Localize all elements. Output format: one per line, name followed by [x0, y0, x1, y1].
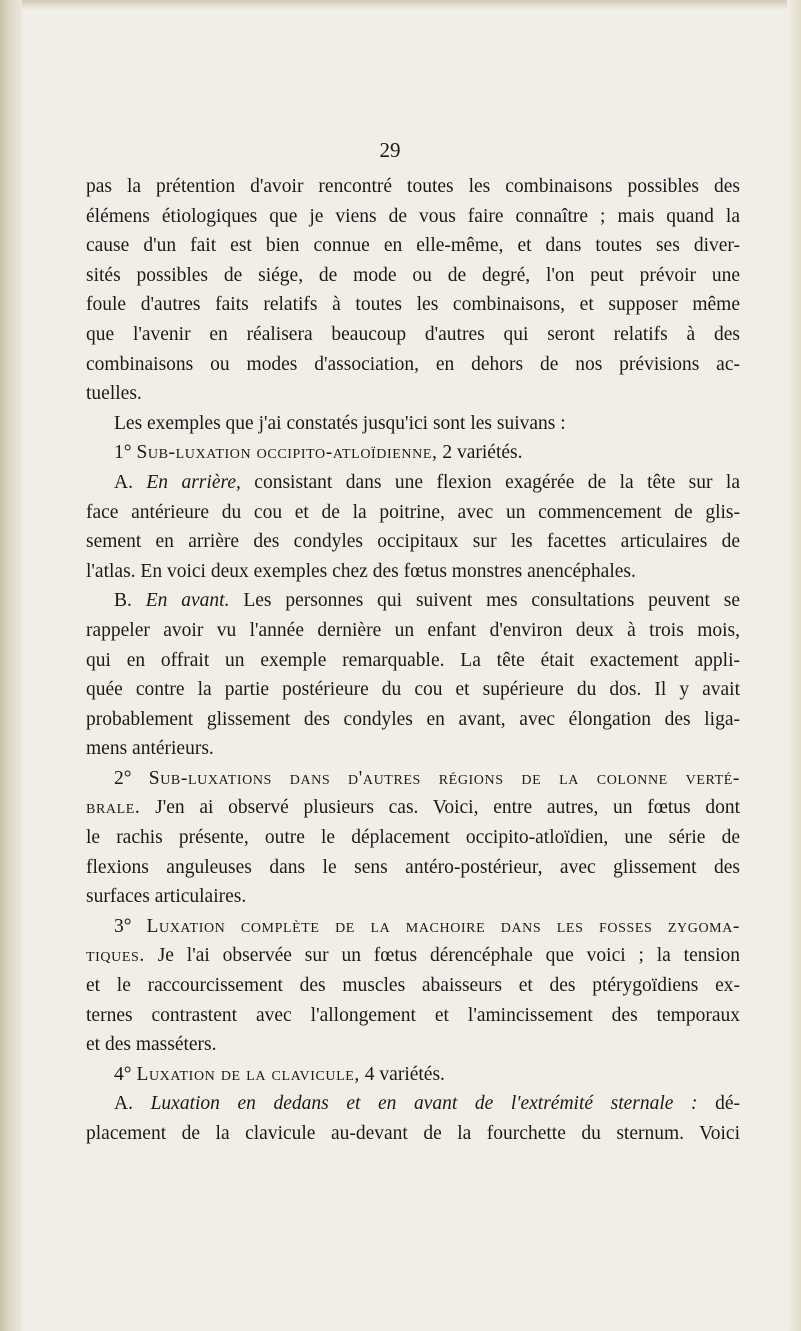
section-heading: brale. [86, 797, 141, 819]
heading-line: 3° Luxation complète de la machoire dans les fosses zygoma- [114, 915, 741, 937]
text-line: et le raccourcissement des muscles abaisseurs et des ptérygoïdiens ex- [86, 975, 740, 997]
subheading-italic: En arrière, [146, 471, 241, 493]
text-line: qui en offrait un exemple remarquable. La tête était exactement appli- [86, 649, 740, 671]
text-line: que l'avenir en réalisera beaucoup d'autres qui seront relatifs à des [86, 323, 740, 345]
section-heading: Sub-luxations dans d'autres régions de la colonne verté- [148, 767, 741, 789]
text-line: élémens étiologiques que je viens de vous faire connaître ; mais quand la [86, 205, 740, 227]
subheading-italic: En avant. [145, 590, 230, 612]
text-line: flexions anguleuses dans le sens antéro-postérieur, avec glissement des [86, 856, 740, 878]
text-line: sités possibles de siége, de mode ou de degré, l'on peut prévoir une [86, 264, 740, 286]
page-number: 29 [379, 138, 401, 162]
heading-line: 1° Sub-luxation occipito-atloïdienne, 2 variétés. [114, 442, 523, 464]
text-line: l'atlas. En voici deux exemples chez des fœtus monstres anencéphales. [86, 560, 636, 582]
text-line: rappeler avoir vu l'année dernière un enfant d'environ deux à trois mois, [86, 619, 740, 641]
page-shadow-top [0, 0, 801, 10]
heading-line: 4° Luxation de la clavicule, 4 variétés. [114, 1063, 445, 1085]
section-heading: Luxation de la clavicule, [136, 1063, 360, 1085]
subheading-italic: Luxation en dedans et en avant de l'extrémité sternale : [150, 1093, 698, 1115]
text-line: placement de la clavicule au-devant de la fourchette du sternum. Voici [86, 1123, 740, 1144]
text-line: B. En avant. Les personnes qui suivent mes consultations peuvent se [114, 590, 740, 612]
text-line: probablement glissement des condyles en avant, avec élongation des liga- [86, 708, 740, 730]
text-line: surfaces articulaires. [86, 886, 247, 908]
text-line: le rachis présente, outre le déplacement occipito-atloïdien, une série de [86, 827, 740, 849]
text-line: Les exemples que j'ai constatés jusqu'ici sont les suivans : [114, 412, 566, 434]
text-line: tiques. Je l'ai observée sur un fœtus dérencéphale que voici ; la tension [86, 945, 740, 967]
text-line: combinaisons ou modes d'association, en dehors de nos prévisions ac- [86, 353, 740, 375]
text-line: foule d'autres faits relatifs à toutes les combinaisons, et supposer même [86, 294, 740, 316]
text-line: face antérieure du cou et de la poitrine, avec un commencement de glis- [86, 501, 740, 523]
text-line: mens antérieurs. [86, 738, 214, 760]
page-shadow-right [787, 0, 801, 1331]
section-heading: Luxation complète de la machoire dans les fosses zygoma- [146, 915, 741, 937]
section-heading: tiques. [86, 945, 145, 967]
text-line: tuelles. [86, 383, 142, 405]
text-line: A. En arrière, consistant dans une flexion exagérée de la tête sur la [114, 471, 741, 493]
text-line: quée contre la partie postérieure du cou et supérieure du dos. Il y avait [86, 679, 740, 701]
heading-line: 2° Sub-luxations dans d'autres régions de la colonne verté- [114, 767, 741, 789]
text-line: et des masséters. [86, 1034, 217, 1056]
text-line: cause d'un fait est bien connue en elle-même, et dans toutes ses diver- [86, 235, 740, 257]
section-heading: Sub-luxation occipito-atloïdienne, [136, 442, 438, 464]
text-line: sement en arrière des condyles occipitaux sur les facettes articulaires de [86, 531, 740, 553]
page-binding-edge [0, 0, 22, 1331]
text-line: pas la prétention d'avoir rencontré toutes les combinaisons possibles des [86, 176, 740, 197]
text-line: A. Luxation en dedans et en avant de l'extrémité sternale : dé- [114, 1093, 741, 1115]
text-line: ternes contrastent avec l'allongement et l'amincissement des temporaux [86, 1004, 740, 1026]
text-line: brale. J'en ai observé plusieurs cas. Voici, entre autres, un fœtus dont [86, 797, 740, 819]
body-text [86, 172, 740, 1149]
